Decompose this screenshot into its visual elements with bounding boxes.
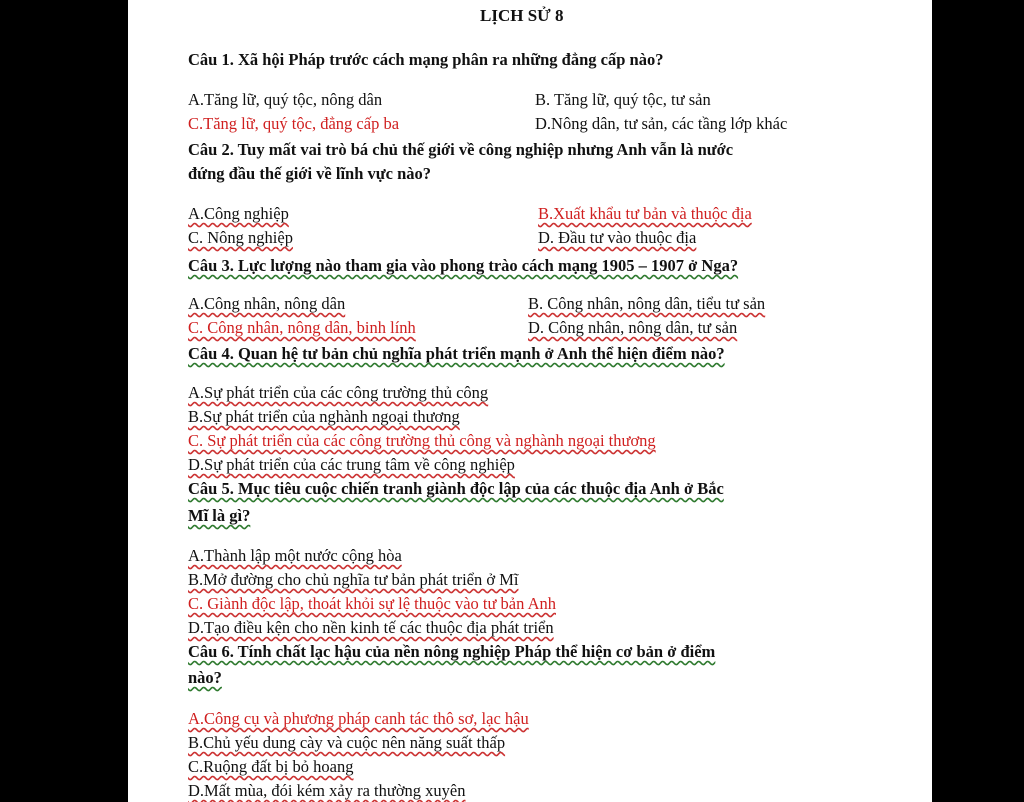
q4-option-a: A.Sự phát triển của các công trường thủ công <box>188 383 489 402</box>
question-6-text: Câu 6. Tính chất lạc hậu của nền nông nghiệp Pháp thể hiện cơ bản ở điểm <box>188 642 716 661</box>
q5-option-b: B.Mở đường cho chủ nghĩa tư bản phát triển ở Mĩ <box>188 570 519 589</box>
q3-option-b: B. Công nhân, nông dân, tiểu tư sản <box>528 294 766 313</box>
page-title: LỊCH SỬ 8 <box>480 6 564 25</box>
q5-option-c: C. Giành độc lập, thoát khỏi sự lệ thuộc vào tư bản Anh <box>188 594 556 613</box>
q6-option-a: A.Công cụ và phương pháp canh tác thô sơ, lạc hậu <box>188 709 529 728</box>
q2-option-c: C. Nông nghiệp <box>188 228 293 247</box>
q2-option-d: D. Đầu tư vào thuộc địa <box>538 228 697 247</box>
q6-option-b: B.Chủ yếu dung cày và cuộc nên năng suất thấp <box>188 733 506 752</box>
q3-option-d: D. Công nhân, nông dân, tư sản <box>528 318 738 337</box>
q4-option-d: D.Sự phát triển của các trung tâm về công nghiệp <box>188 455 515 474</box>
q5-option-d: D.Tạo điều kện cho nền kinh tế các thuộc địa phát triển <box>188 618 554 637</box>
q1-option-d: D.Nông dân, tư sản, các tầng lớp khác <box>535 114 788 133</box>
q2-option-a: A.Công nghiệp <box>188 204 289 223</box>
q5-option-a: A.Thành lập một nước cộng hòa <box>188 546 402 565</box>
question-6-text-cont: nào? <box>188 668 222 687</box>
q1-option-b: B. Tăng lữ, quý tộc, tư sản <box>535 90 711 109</box>
q4-option-b: B.Sự phát triển của nghành ngoại thương <box>188 407 460 426</box>
q1-option-c: C.Tăng lữ, quý tộc, đẳng cấp ba <box>188 114 400 133</box>
question-2-text-cont: đứng đầu thế giới về lĩnh vực nào? <box>188 164 432 183</box>
q6-option-d: D.Mất mùa, đói kém xảy ra thường xuyên <box>188 781 466 800</box>
question-1-text: Câu 1. Xã hội Pháp trước cách mạng phân ra những đẳng cấp nào? <box>188 50 664 69</box>
q3-option-c: C. Công nhân, nông dân, binh lính <box>188 318 416 337</box>
q3-option-a: A.Công nhân, nông dân <box>188 294 346 313</box>
q2-option-b: B.Xuất khẩu tư bản và thuộc địa <box>538 204 752 223</box>
question-4-text: Câu 4. Quan hệ tư bản chủ nghĩa phát triển mạnh ở Anh thể hiện điểm nào? <box>188 344 725 363</box>
q1-option-a: A.Tăng lữ, quý tộc, nông dân <box>188 90 383 109</box>
question-5-text: Câu 5. Mục tiêu cuộc chiến tranh giành độc lập của các thuộc địa Anh ở Bắc <box>188 479 724 498</box>
question-3-text: Câu 3. Lực lượng nào tham gia vào phong trào cách mạng 1905 – 1907 ở Nga? <box>188 256 739 275</box>
q6-option-c: C.Ruộng đất bị bỏ hoang <box>188 757 354 776</box>
question-5-text-cont: Mĩ là gì? <box>188 506 251 525</box>
document-page <box>128 0 932 802</box>
question-2-text: Câu 2. Tuy mất vai trò bá chủ thế giới về công nghiệp nhưng Anh vẫn là nước <box>188 140 734 159</box>
q4-option-c: C. Sự phát triển của các công trường thủ công và nghành ngoại thương <box>188 431 656 450</box>
